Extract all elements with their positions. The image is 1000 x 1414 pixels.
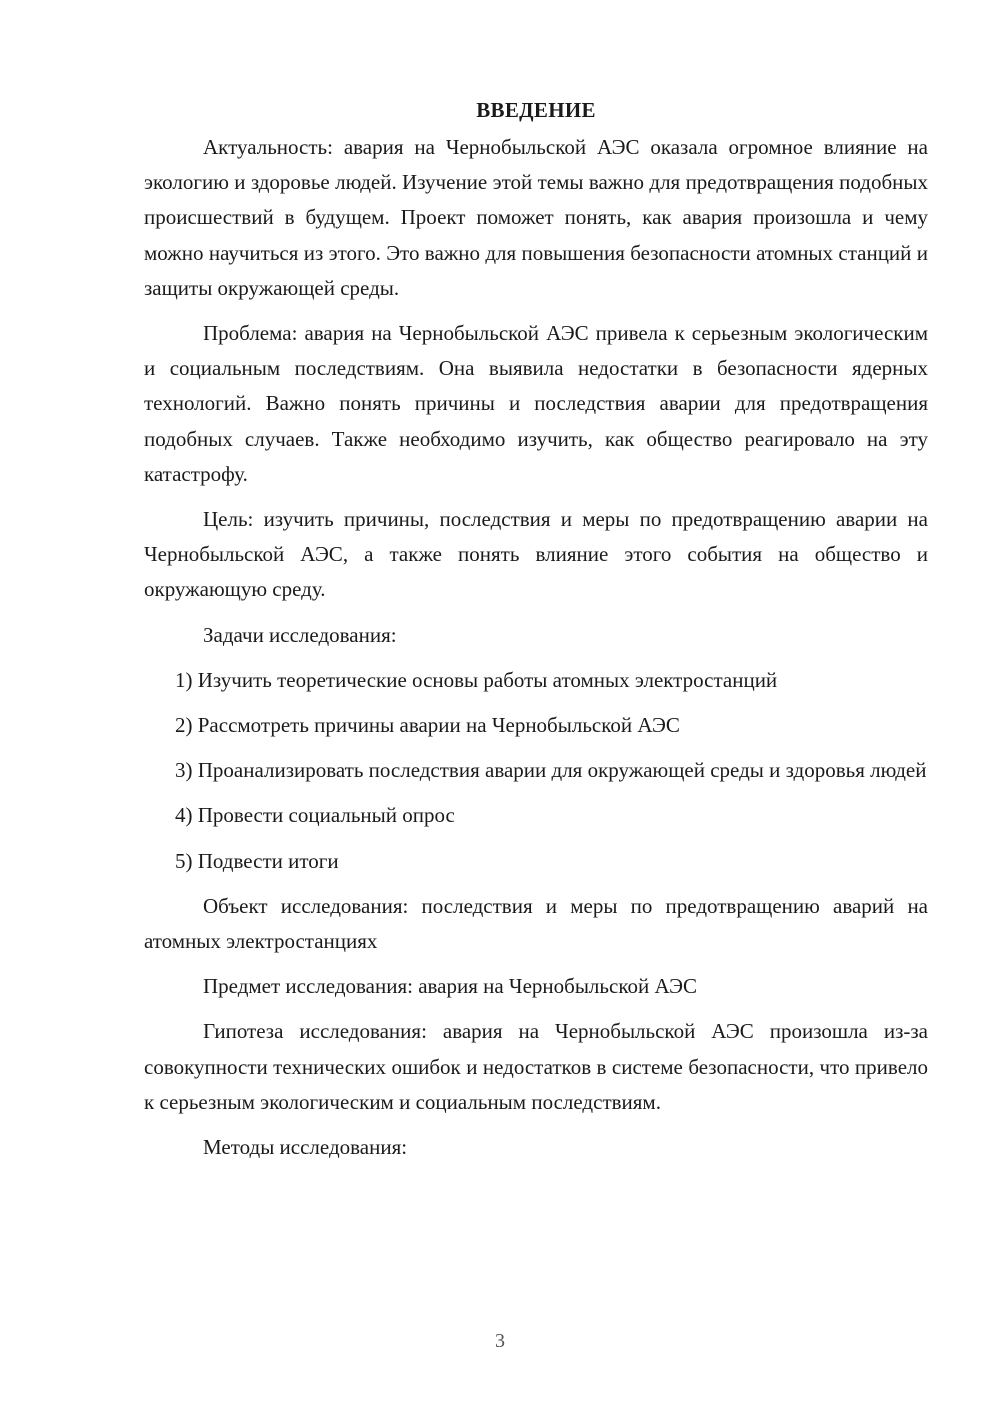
task-item-5: 5) Подвести итоги — [175, 848, 339, 873]
paragraph-object: Объект исследования: последствия и меры по предотвращению аварий на атомных электростанциях — [144, 893, 928, 954]
text-column — [144, 92, 928, 1175]
page-number: 3 — [495, 1330, 505, 1352]
task-item-2: 2) Рассмотреть причины аварии на Чернобыльской АЭС — [175, 713, 680, 738]
paragraph-subject: Предмет исследования: авария на Чернобыльской АЭС — [203, 974, 697, 999]
task-item-3: 3) Проанализировать последствия аварии для окружающей среды и здоровья людей — [175, 758, 927, 783]
paragraph-problem: Проблема: авария на Чернобыльской АЭС привела к серьезным экологическим и социальным последствиям. Она выявила недостатки в безопасности ядерных технологий. Важно понять причины и последствия аварии для предотвращения подобных случаев. Также необходимо изучить, как общество реагировало на эту катастрофу. — [144, 321, 928, 486]
task-item-4: 4) Провести социальный опрос — [175, 803, 455, 828]
paragraph-relevance: Актуальность: авария на Чернобыльской АЭС оказала огромное влияние на экологию и здоровье людей. Изучение этой темы важно для предотвращения подобных происшествий в будущем. Проект поможет понять, как авария произошла и чему можно научиться из этого. Это важно для повышения безопасности атомных станций и защиты окружающей среды. — [144, 135, 928, 300]
paragraph-tasks-intro: Задачи исследования: — [203, 622, 397, 647]
paragraph-methods-intro: Методы исследования: — [203, 1135, 408, 1160]
paragraph-hypothesis: Гипотеза исследования: авария на Чернобыльской АЭС произошла из-за совокупности технических ошибок и недостатков в системе безопасности, что привело к серьезным экологическим и социальным последствиям. — [144, 1019, 928, 1114]
task-item-1: 1) Изучить теоретические основы работы атомных электростанций — [175, 667, 778, 692]
section-heading: ВВЕДЕНИЕ — [476, 98, 596, 122]
paragraph-goal: Цель: изучить причины, последствия и меры по предотвращению аварии на Чернобыльской АЭС, а также понять влияние этого события на общество и окружающую среду. — [144, 507, 928, 602]
